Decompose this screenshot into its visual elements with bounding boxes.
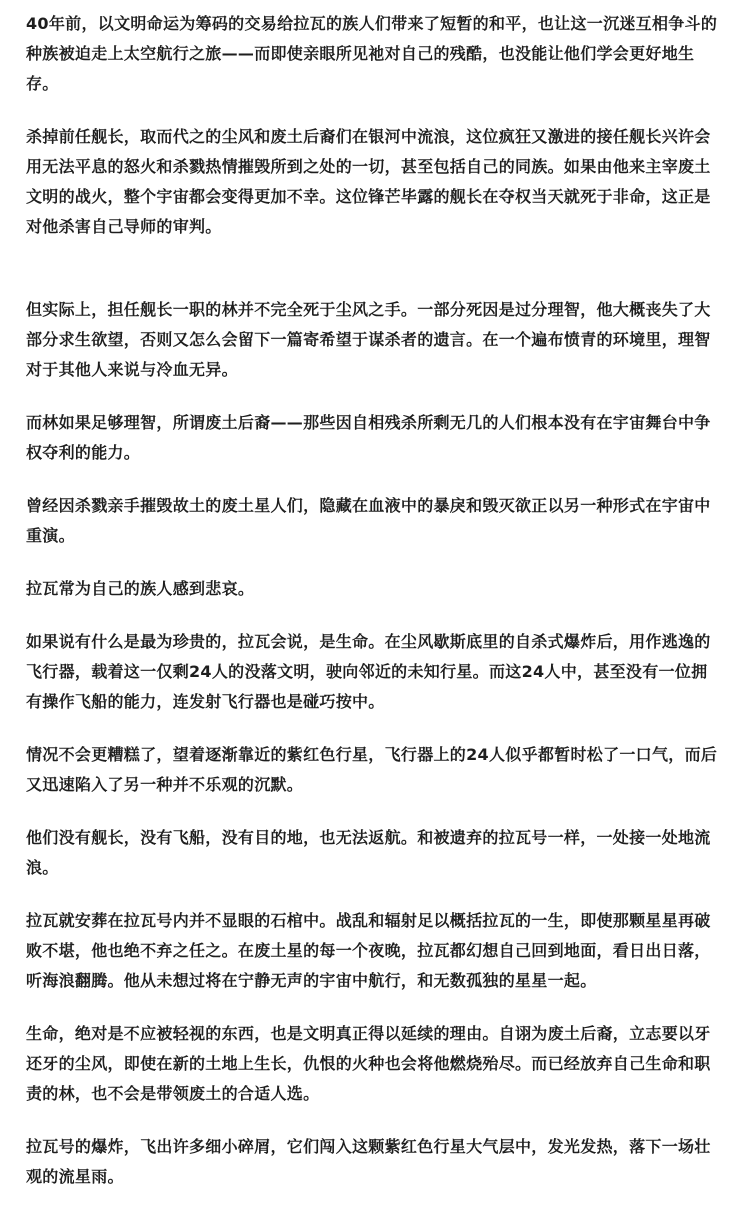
paragraph-9: 他们没有舰长，没有飞船，没有目的地，也无法返航。和被遗弃的拉瓦号一样，一处接一处地流浪。: [26, 828, 711, 877]
paragraph-6: 拉瓦常为自己的族人感到悲哀。: [26, 579, 255, 598]
paragraph-10: 拉瓦就安葬在拉瓦号内并不显眼的石棺中。战乱和辐射足以概括拉瓦的一生，即使那颗星星再破败不堪，他也绝不弃之任之。在废土星的每一个夜晚，拉瓦都幻想自己回到地面，看日出日落，听海浪翻腾。他从未想过将在宁静无声的宇宙中航行，和无数孤独的星星一起。: [26, 911, 711, 990]
article-body: [26, 9, 718, 1215]
paragraph-7: 如果说有什么是最为珍贵的，拉瓦会说，是生命。在尘风歇斯底里的自杀式爆炸后，用作逃逸的飞行器，载着这一仅剩24人的没落文明，驶向邻近的未知行星。而这24人中，甚至没有一位拥有操作飞船的能力，连发射飞行器也是碰巧按中。: [26, 632, 711, 711]
paragraph-11: 生命，绝对是不应被轻视的东西，也是文明真正得以延续的理由。自诩为废土后裔，立志要以牙还牙的尘风，即使在新的土地上生长，仇恨的火种也会将他燃烧殆尽。而已经放弃自己生命和职责的林，也不会是带领废土的合适人选。: [26, 1024, 711, 1103]
paragraph-3: 但实际上，担任舰长一职的林并不完全死于尘风之手。一部分死因是过分理智，他大概丧失了大部分求生欲望，否则又怎么会留下一篇寄希望于谋杀者的遗言。在一个遍布愤青的环境里，理智对于其他人来说与冷血无异。: [26, 300, 711, 379]
paragraph-5: 曾经因杀戮亲手摧毁故土的废土星人们，隐藏在血液中的暴戾和毁灭欲正以另一种形式在宇宙中重演。: [26, 496, 711, 545]
paragraph-8: 情况不会更糟糕了，望着逐渐靠近的紫红色行星，飞行器上的24人似乎都暂时松了一口气，而后又迅速陷入了另一种并不乐观的沉默。: [26, 745, 718, 794]
paragraph-4: 而林如果足够理智，所谓废土后裔——那些因自相残杀所剩无几的人们根本没有在宇宙舞台中争权夺利的能力。: [26, 413, 711, 462]
paragraph-12: 拉瓦号的爆炸，飞出许多细小碎屑，它们闯入这颗紫红色行星大气层中，发光发热，落下一场壮观的流星雨。: [26, 1137, 711, 1186]
paragraph-2: 杀掉前任舰长，取而代之的尘风和废土后裔们在银河中流浪，这位疯狂又激进的接任舰长兴许会用无法平息的怒火和杀戮热情摧毁所到之处的一切，甚至包括自己的同族。如果由他来主宰废土文明的战火，整个宇宙都会变得更加不幸。这位锋芒毕露的舰长在夺权当天就死于非命，这正是对他杀害自己导师的审判。: [26, 127, 711, 236]
paragraph-1: 40年前，以文明命运为筹码的交易给拉瓦的族人们带来了短暂的和平，也让这一沉迷互相争斗的种族被迫走上太空航行之旅——而即使亲眼所见祂对自己的残酷，也没能让他们学会更好地生存。: [26, 14, 718, 93]
